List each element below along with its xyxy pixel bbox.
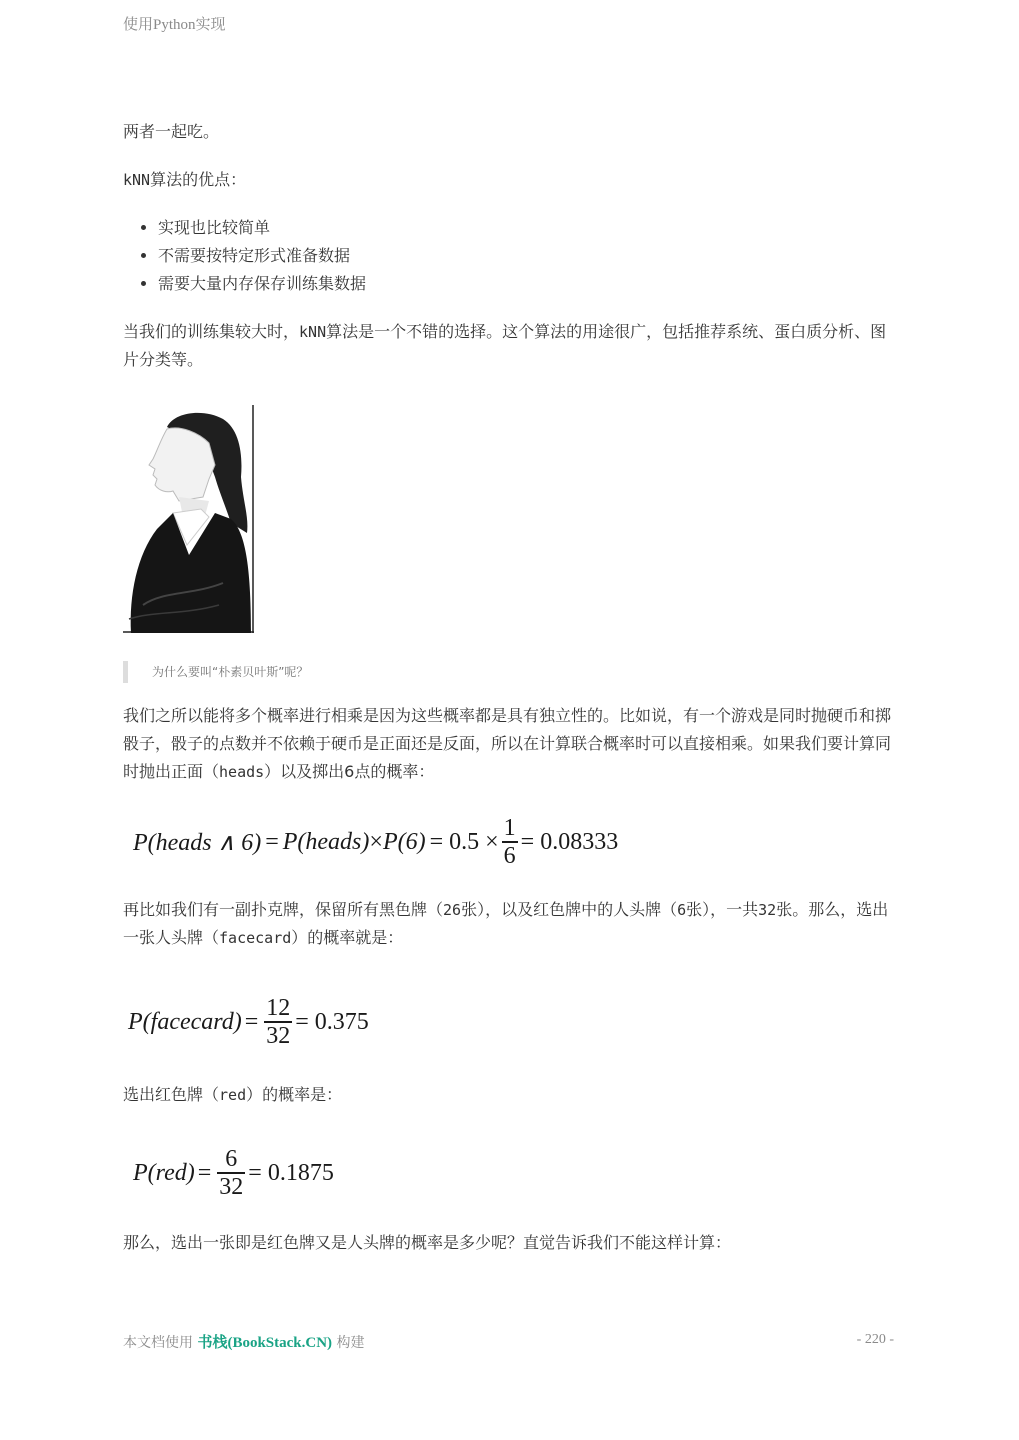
paragraph-text: 张），一共 [686,900,759,919]
paragraph: 那么，选出一张即是红色牌又是人头牌的概率是多少呢？直觉告诉我们不能这样计算： [123,1233,732,1252]
formula-lhs: P(red) [133,1159,195,1186]
formula-facecard [123,990,893,1054]
inline-code: heads [219,763,265,781]
inline-code: kNN [123,171,151,189]
blockquote [123,661,893,683]
inline-code: red [219,1086,247,1104]
fraction-denominator: 32 [266,1022,291,1049]
inline-code: kNN [299,323,327,341]
formula-equals: = [197,1159,212,1186]
formula-fraction [502,815,518,869]
inline-code: 6 [677,901,687,919]
formula-fraction [264,995,292,1049]
paragraph-text: ）的概率就是： [291,928,404,947]
formula-result: = 0.1875 [248,1159,334,1186]
formula-heads-and-six [123,810,893,874]
advantages-list [123,214,893,298]
paragraph-text: 再比如我们有一副扑克牌，保留所有黑色牌（ [123,900,444,919]
paragraph: 两者一起吃。 [123,122,220,141]
fraction-denominator: 32 [219,1173,244,1200]
list-item: • 实现也比较简单 [158,214,893,242]
paragraph-text: 张。那么，选出一张人头牌（ [123,900,889,947]
quote-text: 为什么要叫“朴素贝叶斯”呢？ [152,665,309,679]
paragraph [123,166,893,194]
footer-suffix: 构建 [336,1335,365,1351]
formula-red [123,1141,893,1205]
page-content [123,118,893,1257]
paragraph-text: 算法的优点： [150,170,247,189]
list-item: • 不需要按特定形式准备数据 [158,242,893,270]
formula-lhs: P(facecard) [128,1008,242,1035]
paragraph [123,318,893,374]
formula-equals: = [265,828,279,855]
portrait-image [123,405,254,633]
inline-code: facecard [219,929,292,947]
paragraph-text: ）的概率是： [246,1085,343,1104]
paragraph [123,702,893,786]
paragraph-text: 算法是一个不错的选择。这个算法的用途很广，包括推荐系统、蛋白质分析、图片分类等。 [123,322,887,369]
fraction-denominator: 6 [503,842,516,869]
formula-result: = 0.375 [295,1008,369,1035]
fraction-numerator: 1 [503,815,516,842]
fraction-numerator: 12 [266,995,291,1022]
formula-lhs: P(heads ∧ 6) [133,829,262,856]
footer-prefix: 本文档使用 [123,1335,193,1351]
paragraph-text: 选出红色牌（ [123,1085,220,1104]
formula-term: P(6) [382,828,426,855]
formula-term: P(heads) [282,828,370,855]
page-number: - 220 - [856,1332,894,1347]
list-item: • 需要大量内存保存训练集数据 [158,270,893,298]
paragraph [123,896,893,952]
paragraph-text: 张），以及红色牌中的人头牌（ [461,900,678,919]
inline-code: 32 [758,901,777,919]
paragraph-text: 我们之所以能将多个概率进行相乘是因为这些概率都是具有独立性的。比如说，有一个游戏是同时抛硬币和掷骰子，骰子的点数并不依赖于硬币是正面还是反面，所以在计算联合概率时可以直接相乘。如果我们要计算同时抛出正面（ [123,706,892,781]
paragraph [123,1081,893,1109]
formula-equals: = [244,1008,259,1035]
paragraph-text: 当我们的训练集较大时， [123,322,300,341]
formula-fraction [217,1146,245,1200]
inline-code: 26 [443,901,462,919]
formula-equals: = 0.5 × [429,828,499,855]
formula-times: × [369,828,383,855]
portrait-illustration [123,405,254,633]
page-footer [123,1331,365,1352]
formula-result: = 0.08333 [520,828,619,855]
bookstack-link[interactable]: 书栈(BookStack.CN) [197,1335,333,1351]
page-header-title: 使用Python实现 [123,17,226,33]
fraction-numerator: 6 [225,1146,238,1173]
paragraph-text: ）以及掷出6点的概率： [264,762,435,781]
